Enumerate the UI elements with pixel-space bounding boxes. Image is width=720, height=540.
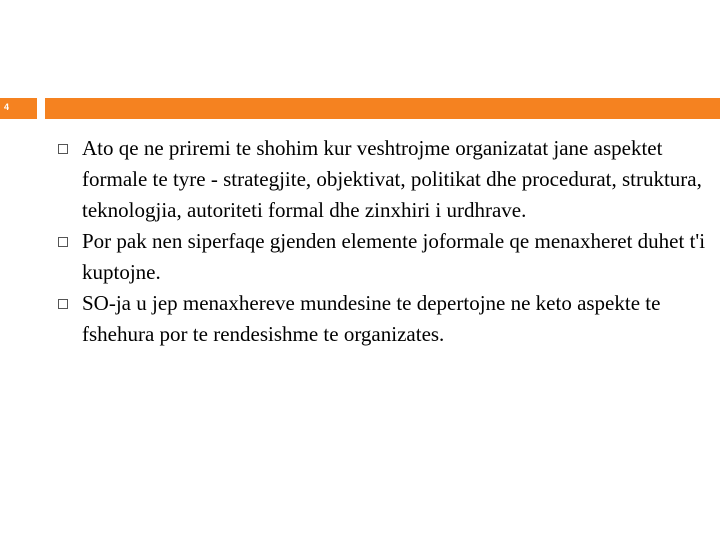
bullet-item (58, 133, 708, 226)
slide-number: 4 (4, 102, 10, 112)
slide-number-box (0, 98, 37, 119)
bullet-text: Ato qe ne priremi te shohim kur veshtrojme organizatat jane aspektet formale te tyre - strategjite, objektivat, politikat dhe procedurat, struktura, teknologjia, autoriteti formal dhe zinxhiri i urdhrave. (82, 136, 702, 222)
bullet-text: Por pak nen siperfaqe gjenden elemente joformale qe menaxheret duhet t'i kuptojne. (82, 229, 706, 284)
bullet-text: SO-ja u jep menaxhereve mundesine te depertojne ne keto aspekte te fshehura por te rendesishme te organizates. (82, 291, 661, 346)
square-bullet-icon (58, 299, 68, 309)
bullet-item (58, 226, 708, 288)
bullet-list (58, 133, 708, 350)
header-accent-bar (45, 98, 720, 119)
square-bullet-icon (58, 237, 68, 247)
square-bullet-icon (58, 144, 68, 154)
bullet-item (58, 288, 708, 350)
